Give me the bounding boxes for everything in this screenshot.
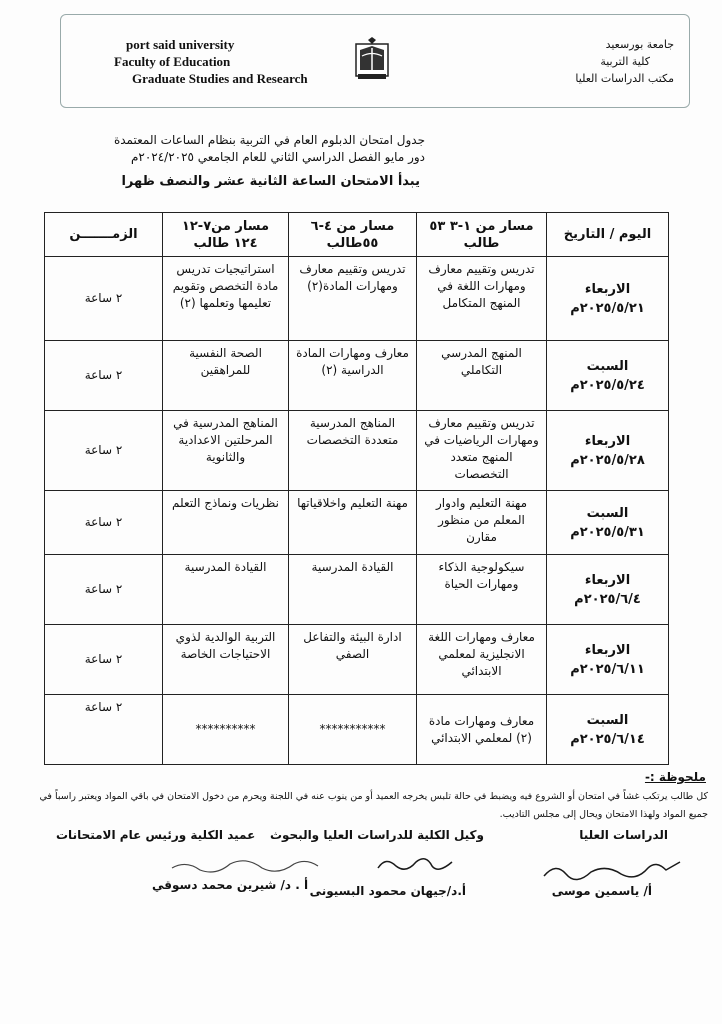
- track-7-12-cell: **********: [163, 695, 289, 765]
- header-track-1-3: مسار من ١-٣ ٥٣ طالب: [417, 213, 547, 257]
- date-label: ٢٠٢٥/٥/٣١م: [570, 524, 645, 540]
- exam-title: جدول امتحان الدبلوم العام في التربية بنظام الساعات المعتمدة: [113, 133, 425, 147]
- table-row: [45, 491, 669, 555]
- signature-title-vice-dean: وكيل الكلية للدراسات العليا والبحوث: [269, 828, 484, 842]
- notes-section: [20, 770, 714, 824]
- day-label: الاربعاء: [584, 642, 631, 658]
- duration-cell: ٢ ساعة: [45, 625, 163, 695]
- exam-term: دور مايو الفصل الدراسي الثاني للعام الجامعي ٢٠٢٤/٢٠٢٥م: [130, 150, 425, 164]
- track-1-3-cell: المنهج المدرسي التكاملي: [417, 341, 547, 411]
- track-4-6-cell: ***********: [289, 695, 417, 765]
- track-1-3-cell: معارف ومهارات مادة (٢) لمعلمي الابتدائي: [417, 695, 547, 765]
- track-1-3-cell: مهنة التعليم وادوار المعلم من منظور مقارن: [417, 491, 547, 555]
- exam-start-time: يبدأ الامتحان الساعة الثانية عشر والنصف ظهرا: [121, 174, 420, 189]
- date-label: ٢٠٢٥/٦/١١م: [570, 661, 645, 677]
- day-date-cell: [547, 555, 669, 625]
- track-4-6-cell: ادارة البيئة والتفاعل الصفي: [289, 625, 417, 695]
- track-7-12-cell: استراتيجيات تدريس مادة التخصص وتقويم تعليمها وتعلمها (٢): [163, 257, 289, 341]
- track-1-3-cell: تدريس وتقييم معارف ومهارات الرياضيات في المنهج متعدد التخصصات: [417, 411, 547, 491]
- faculty-name-en: Faculty of Education: [114, 54, 231, 69]
- signature-name-dean: أ . د/ شيرين محمد دسوقي: [152, 878, 309, 892]
- header-track-4-6: مسار من ٤-٦ ٥٥طالب: [289, 213, 417, 257]
- signature-title-dean: عميد الكلية ورئيس عام الامتحانات: [56, 828, 256, 842]
- date-label: ٢٠٢٥/٦/٤م: [574, 591, 641, 607]
- university-name-en: port said university: [126, 37, 235, 52]
- table-header-row: [45, 213, 669, 257]
- track-1-3-cell: معارف ومهارات اللغة الانجليزية لمعلمي الابتدائي: [417, 625, 547, 695]
- day-label: الاربعاء: [584, 281, 631, 297]
- day-date-cell: [547, 411, 669, 491]
- day-date-cell: [547, 625, 669, 695]
- handwritten-signature-middle: [372, 850, 462, 880]
- date-label: ٢٠٢٥/٥/٢٤م: [570, 377, 645, 393]
- track-1-3-cell: سيكولوجية الذكاء ومهارات الحياة: [417, 555, 547, 625]
- day-date-cell: [547, 341, 669, 411]
- faculty-name-ar: كلية التربية: [600, 55, 650, 68]
- english-letterhead: [112, 36, 342, 87]
- duration-cell: ٢ ساعة: [45, 695, 163, 765]
- duration-cell: ٢ ساعة: [45, 257, 163, 341]
- handwritten-signature-left: [166, 852, 326, 880]
- track-7-12-cell: التربية الوالدية لذوي الاحتياجات الخاصة: [163, 625, 289, 695]
- signature-name-graduate-studies: أ/ ياسمين موسى: [551, 884, 652, 898]
- arabic-letterhead: [504, 36, 674, 87]
- department-name-en: Graduate Studies and Research: [132, 71, 308, 86]
- notes-title: ملحوظة :-: [644, 770, 706, 784]
- university-name-ar: جامعة بورسعيد: [605, 38, 674, 51]
- table-row: [45, 257, 669, 341]
- track-4-6-cell: القيادة المدرسية: [289, 555, 417, 625]
- day-label: السبت: [586, 358, 629, 374]
- day-label: السبت: [586, 712, 629, 728]
- header-day-date: اليوم / التاريخ: [547, 213, 669, 257]
- track-7-12-cell: القيادة المدرسية: [163, 555, 289, 625]
- track-7-12-cell: الصحة النفسية للمراهقين: [163, 341, 289, 411]
- day-label: الاربعاء: [584, 433, 631, 449]
- track-7-12-cell: المناهج المدرسية في المرحلتين الاعدادية والثانوية: [163, 411, 289, 491]
- table-row: [45, 411, 669, 491]
- track-4-6-cell: المناهج المدرسية متعددة التخصصات: [289, 411, 417, 491]
- date-label: ٢٠٢٥/٥/٢٨م: [570, 452, 645, 468]
- track-1-3-cell: تدريس وتقييم معارف ومهارات اللغة في المنهج المتكامل: [417, 257, 547, 341]
- day-date-cell: [547, 695, 669, 765]
- header-duration: الزمـــــــن: [45, 213, 163, 257]
- table-row: [45, 625, 669, 695]
- department-name-ar: مكتب الدراسات العليا: [575, 72, 674, 85]
- date-label: ٢٠٢٥/٥/٢١م: [570, 300, 645, 316]
- signature-title-graduate-studies: الدراسات العليا: [579, 828, 668, 842]
- table-row: [45, 695, 669, 765]
- table-row: [45, 555, 669, 625]
- day-label: السبت: [586, 505, 629, 521]
- duration-cell: ٢ ساعة: [45, 341, 163, 411]
- date-label: ٢٠٢٥/٦/١٤م: [570, 731, 645, 747]
- day-label: الاربعاء: [584, 572, 631, 588]
- exam-schedule-table: [44, 212, 669, 765]
- day-date-cell: [547, 491, 669, 555]
- header-track-7-12: مسار من٧-١٢ ١٢٤ طالب: [163, 213, 289, 257]
- handwritten-signature-right: [536, 852, 686, 888]
- duration-cell: ٢ ساعة: [45, 411, 163, 491]
- track-4-6-cell: معارف ومهارات المادة الدراسية (٢): [289, 341, 417, 411]
- day-date-cell: [547, 257, 669, 341]
- track-4-6-cell: تدريس وتقييم معارف ومهارات المادة(٢): [289, 257, 417, 341]
- track-7-12-cell: نظريات ونماذج التعلم: [163, 491, 289, 555]
- university-logo-icon: [352, 36, 392, 82]
- signature-name-vice-dean: أ.د/جيهان محمود البسيونى: [309, 884, 466, 898]
- duration-cell: ٢ ساعة: [45, 555, 163, 625]
- exam-title-block: [110, 132, 650, 190]
- table-row: [45, 341, 669, 411]
- track-4-6-cell: مهنة التعليم واخلاقياتها: [289, 491, 417, 555]
- notes-body: كل طالب يرتكب غشاً في امتحان أو الشروع فيه ويضبط في حالة تلبس يخرجه العميد أو من ينوب عنه في اللجنة ويحرم من دخول الامتحان في باقي المواد ويعتبر راسباً في جميع المواد ولهذا الامتحان ويحال إلى مجلس التاديب.: [39, 791, 708, 820]
- duration-cell: ٢ ساعة: [45, 491, 163, 555]
